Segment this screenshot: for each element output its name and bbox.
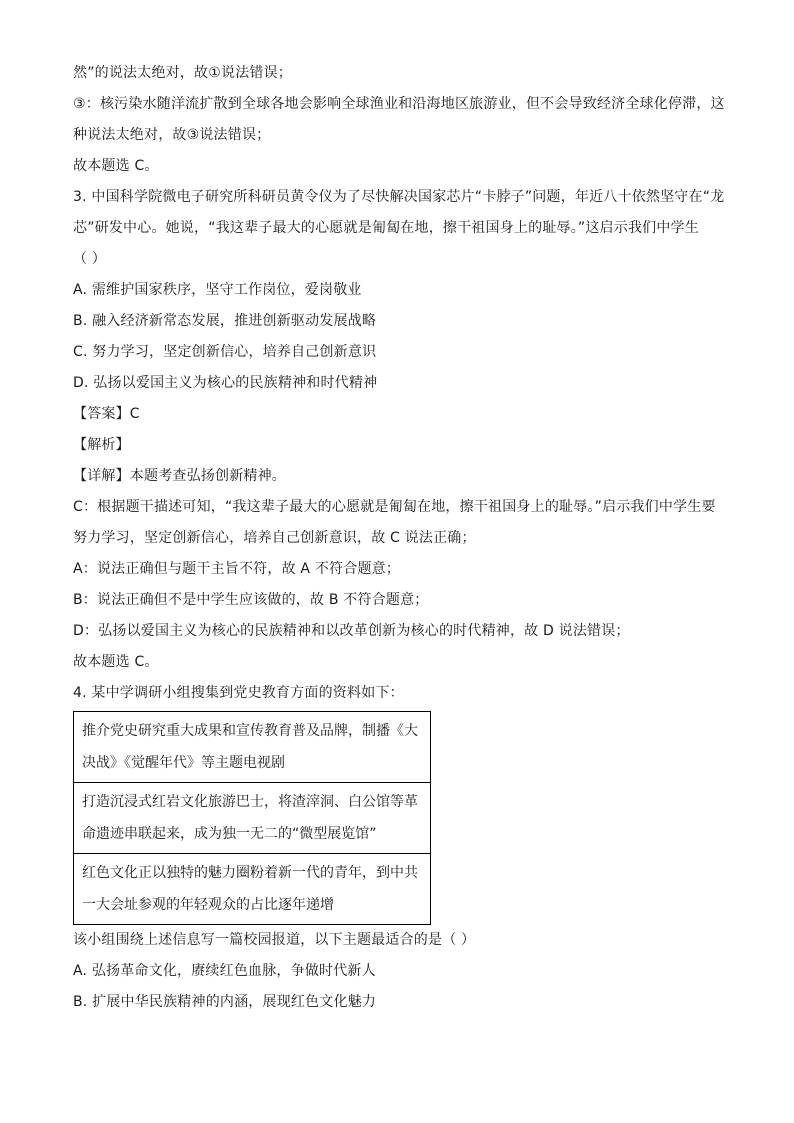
question-stem: 3. 中国科学院微电子研究所科研员黄令仪为了尽快解决国家芯片“卡脖子”问题，年近八十依然坚守在“龙 bbox=[73, 189, 725, 205]
detail-line: C：根据题干描述可知，“我这辈子最大的心愿就是匍匐在地，擦干祖国身上的耻辱。”启示我们中学生要 bbox=[73, 499, 716, 515]
detail-line: A：说法正确但与题干主旨不符，故 A 不符合题意； bbox=[73, 561, 401, 577]
cell-text: 决战》《觉醒年代》等主题电视剧 bbox=[82, 755, 285, 771]
detail-line: 努力学习，坚定创新信心，培养自己创新意识，故 C 说法正确； bbox=[73, 530, 476, 546]
text-line: 故本题选 C。 bbox=[73, 158, 159, 174]
option-a: A. 弘扬革命文化，赓续红色血脉，争做时代新人 bbox=[73, 963, 376, 979]
text-line: 然”的说法太绝对，故①说法错误； bbox=[73, 65, 293, 81]
option-d: D. 弘扬以爱国主义为核心的民族精神和时代精神 bbox=[73, 375, 378, 391]
cell-text: 命遗迹串联起来，成为独一无二的“微型展览馆” bbox=[82, 826, 377, 842]
table-cell bbox=[74, 783, 431, 854]
question-stem: 4. 某中学调研小组搜集到党史教育方面的资料如下： bbox=[73, 685, 404, 701]
question-prompt: 该小组围绕上述信息写一篇校园报道，以下主题最适合的是（ ） bbox=[73, 932, 476, 948]
option-b: B. 融入经济新常态发展，推进创新驱动发展战略 bbox=[73, 313, 377, 329]
detail-line: D：弘扬以爱国主义为核心的民族精神和以改革创新为核心的时代精神，故 D 说法错误； bbox=[73, 623, 630, 639]
cell-text: 推介党史研究重大成果和宣传教育普及品牌，制播《大 bbox=[82, 723, 418, 739]
detail-line: B：说法正确但不是中学生应该做的，故 B 不符合题意； bbox=[73, 592, 429, 608]
option-b: B. 扩展中华民族精神的内涵，展现红色文化魅力 bbox=[73, 994, 377, 1010]
detail-line: 【详解】本题考查弘扬创新精神。 bbox=[73, 468, 286, 484]
table-cell bbox=[74, 854, 431, 925]
table-row bbox=[74, 854, 431, 925]
text-line: ③：核污染水随洋流扩散到全球各地会影响全球渔业和沿海地区旅游业，但不会导致经济全球化停滞，这 bbox=[73, 96, 725, 112]
analysis-label: 【解析】 bbox=[73, 437, 130, 453]
answer-label: 【答案】C bbox=[73, 406, 140, 422]
cell-text: 一大会址参观的年轻观众的占比逐年递增 bbox=[82, 897, 334, 913]
answer-blank: （ ） bbox=[73, 251, 107, 267]
detail-line: 故本题选 C。 bbox=[73, 654, 159, 670]
question-4 bbox=[73, 678, 723, 1018]
text-line: 种说法太绝对，故③说法错误； bbox=[73, 127, 271, 143]
table-cell bbox=[74, 712, 431, 783]
cell-text: 红色文化正以独特的魅力圈粉着新一代的青年，到中共 bbox=[82, 865, 418, 881]
table-row bbox=[74, 783, 431, 854]
document-page bbox=[73, 58, 723, 1018]
question-3 bbox=[73, 182, 723, 678]
cell-text: 打造沉浸式红岩文化旅游巴士，将渣滓洞、白公馆等革 bbox=[82, 794, 418, 810]
option-a: A. 需维护国家秩序，坚守工作岗位，爱岗敬业 bbox=[73, 282, 362, 298]
material-table bbox=[73, 711, 431, 925]
table-row bbox=[74, 712, 431, 783]
question-stem: 芯”研发中心。她说，“我这辈子最大的心愿就是匍匐在地，擦干祖国身上的耻辱。”这启示我们中学生 bbox=[73, 220, 699, 236]
option-c: C. 努力学习，坚定创新信心，培养自己创新意识 bbox=[73, 344, 377, 360]
